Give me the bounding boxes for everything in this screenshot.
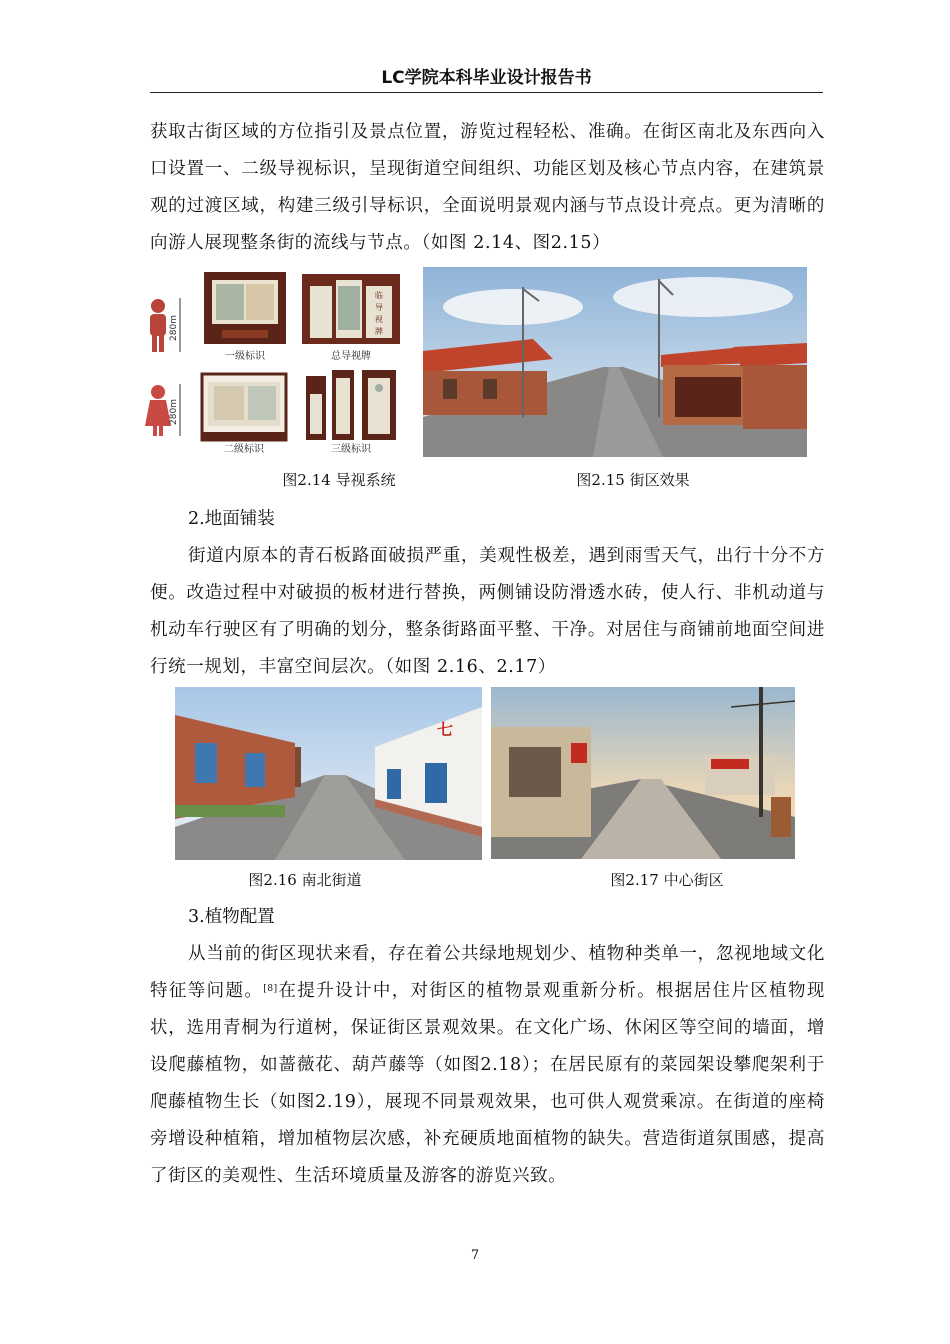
label-level-1: 一级标识 bbox=[225, 351, 265, 362]
sign-text-3: 视 bbox=[375, 315, 383, 324]
label-level-2: 二级标识 bbox=[224, 444, 264, 455]
paragraph-2: 街道内原本的青石板路面破损严重，美观性极差，遇到雨雪天气，出行十分不方便。改造过程中对破损的板材进行替换，两侧铺设防滑透水砖，使人行、非机动道与机动车行驶区有了明确的划分，整条街路面平整、干净。对居住与商铺前地面空间进行统一规划，丰富空间层次。（如图 2.16、2.17） bbox=[150, 546, 825, 677]
caption-figure-2-14: 图2.14 导视系统 bbox=[282, 471, 396, 489]
sign-text-1: 临 bbox=[375, 291, 383, 300]
figure-2-16-north-south-street bbox=[175, 687, 482, 860]
section-heading-paving: 2.地面铺装 bbox=[188, 509, 275, 529]
sign-level-2 bbox=[202, 374, 286, 440]
paragraph-1: 获取古街区域的方位指引及景点位置，游览过程轻松、准确。在街区南北及东西向入口设置一、二级导视标识，呈现街道空间组织、功能区划及核心节点内容，在建筑景观的过渡区域，构建三级引导标识，全面说明景观内涵与节点设计亮点。更为清晰的向游人展现整条街的流线与节点。（如图 2.14、图2.15） bbox=[150, 122, 825, 253]
figure-2-14-guide-system bbox=[140, 266, 418, 458]
label-level-3: 三级标识 bbox=[331, 444, 371, 455]
building-sign-char: 七 bbox=[437, 720, 454, 739]
page-header bbox=[150, 64, 823, 93]
person-male-icon bbox=[150, 299, 166, 352]
paragraph-3 bbox=[150, 936, 825, 1195]
caption-figure-2-17: 图2.17 中心街区 bbox=[610, 871, 724, 889]
figure-2-15-street-effect bbox=[423, 267, 807, 457]
figure-2-17-center-block bbox=[491, 687, 795, 859]
sign-text-4: 牌 bbox=[375, 327, 383, 336]
sign-level-1 bbox=[204, 272, 286, 344]
center-block-image bbox=[491, 687, 795, 859]
sign-text-2: 导 bbox=[375, 303, 383, 312]
citation-ref: [8] bbox=[263, 984, 278, 994]
street-render-image bbox=[423, 267, 807, 457]
label-master: 总导视牌 bbox=[331, 351, 371, 362]
caption-figure-2-15: 图2.15 街区效果 bbox=[576, 471, 690, 489]
paragraph-3-part-2: 在提升设计中，对街区的植物景观重新分析。根据居住片区植物现状，选用青桐为行道树，保证街区景观效果。在文化广场、休闲区等空间的墙面，增设爬藤植物，如蔷薇花、葫芦藤等（如图2.18）；在居民原有的菜园架设攀爬架利于爬藤植物生长（如图2.19），展现不同景观效果，也可供人观赏乘凉。在街道的座椅旁增设种植箱，增加植物层次感，补充硬质地面植物的缺失。营造街道氛围感，提高了街区的美观性、生活环境质量及游客的游览兴致。 bbox=[150, 981, 825, 1186]
sign-master bbox=[302, 274, 400, 344]
page-number: 7 bbox=[470, 1248, 480, 1263]
sign-level-3 bbox=[306, 370, 396, 440]
guide-system-illustration bbox=[140, 266, 418, 458]
north-south-street-image bbox=[175, 687, 482, 860]
paragraph-3-part-1: 从当前的街区现状来看，存在着公共绿地规划少、植物种类单一，忽视地域文化特征等问题。 bbox=[150, 944, 825, 1001]
height-label-1: 280m bbox=[169, 315, 179, 341]
page-header-title: LC学院本科毕业设计报告书 bbox=[381, 68, 592, 88]
section-heading-planting: 3.植物配置 bbox=[188, 907, 275, 927]
person-female-icon bbox=[145, 385, 171, 436]
caption-figure-2-16: 图2.16 南北街道 bbox=[248, 871, 362, 889]
height-label-2: 280m bbox=[169, 399, 179, 425]
